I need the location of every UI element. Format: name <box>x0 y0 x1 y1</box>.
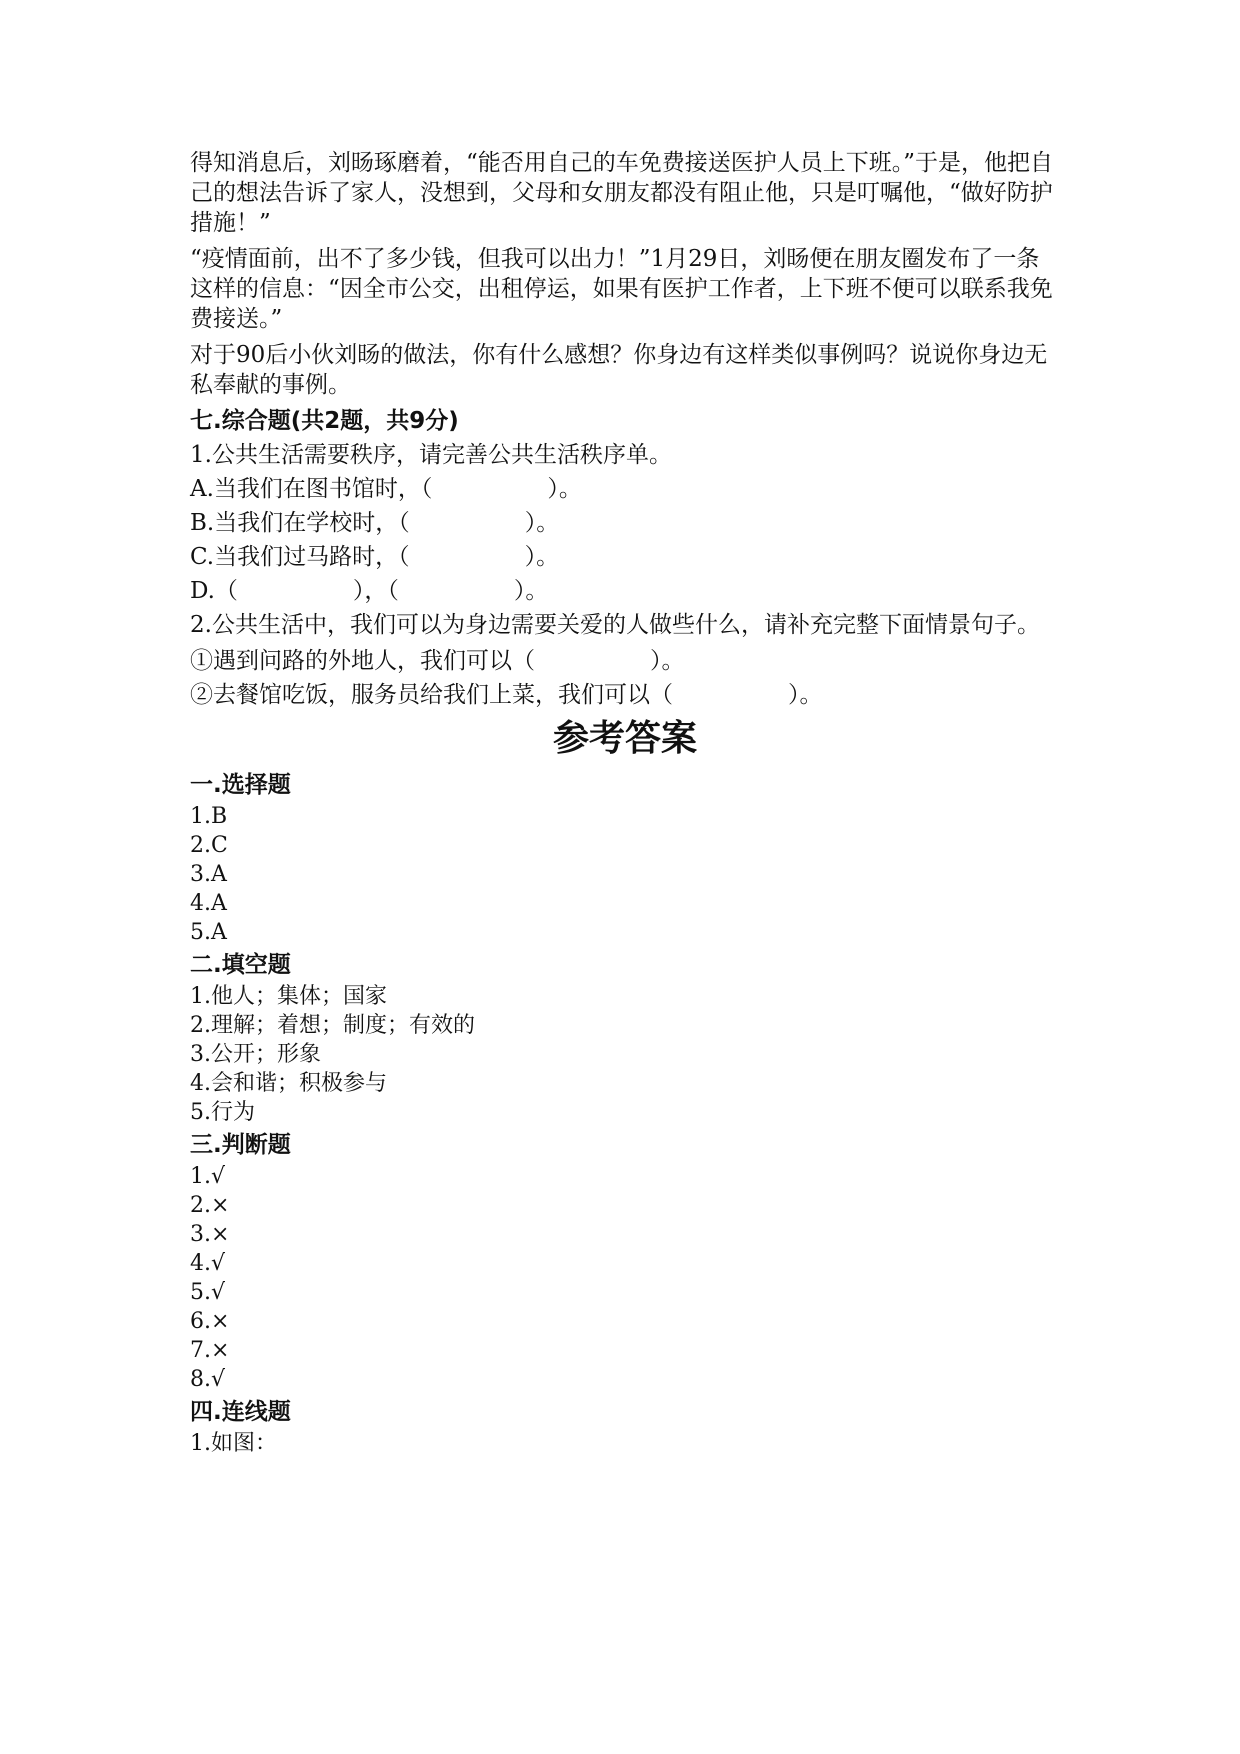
answer-item: 4.会和谐；积极参与 <box>190 1071 387 1096</box>
answer-section-1 <box>190 770 1060 946</box>
answer-item: 1.√ <box>190 1164 226 1189</box>
question-2-scenario-1: ①遇到问路的外地人，我们可以（ ）。 <box>190 648 685 674</box>
question-1: 1.公共生活需要秩序，请完善公共生活秩序单。 <box>190 442 672 468</box>
answer-item: 7.× <box>190 1338 230 1363</box>
answer-item: 5.A <box>190 920 227 945</box>
answer-section-title: 四.连线题 <box>190 1399 291 1425</box>
answers-title: 参考答案 <box>552 718 697 759</box>
answer-section-2 <box>190 950 1060 1126</box>
answer-item: 3.A <box>190 862 227 887</box>
answer-item: 2.理解；着想；制度；有效的 <box>190 1013 475 1038</box>
story-paragraph-2: “疫情面前，出不了多少钱，但我可以出力！”1月29日，刘旸便在朋友圈发布了一条这样的信息：“因全市公交，出租停运，如果有医护工作者，上下班不便可以联系我免费接送。” <box>190 246 1053 332</box>
question-1-item-b: B.当我们在学校时，（ ）。 <box>190 510 560 536</box>
section-7-title: 七.综合题(共2题，共9分) <box>190 408 459 434</box>
answer-item: 2.× <box>190 1193 230 1218</box>
answer-section-3 <box>190 1130 1060 1393</box>
answer-section-title: 三.判断题 <box>190 1132 291 1158</box>
answer-item: 6.× <box>190 1309 230 1334</box>
answer-item: 3.公开；形象 <box>190 1042 321 1067</box>
answer-item: 3.× <box>190 1222 230 1247</box>
question-1-item-c: C.当我们过马路时，（ ）。 <box>190 544 560 570</box>
answer-section-title: 一.选择题 <box>190 772 291 798</box>
answer-item: 5.√ <box>190 1280 226 1305</box>
answer-item: 2.C <box>190 833 228 858</box>
answer-item: 4.A <box>190 891 227 916</box>
answer-item: 1.B <box>190 804 228 829</box>
story-question: 对于90后小伙刘旸的做法，你有什么感想？你身边有这样类似事例吗？说说你身边无私奉献的事例。 <box>190 342 1048 398</box>
story-paragraph-1: 得知消息后，刘旸琢磨着，“能否用自己的车免费接送医护人员上下班。”于是，他把自己的想法告诉了家人，没想到，父母和女朋友都没有阻止他，只是叮嘱他，“做好防护措施！” <box>190 150 1054 236</box>
question-2: 2.公共生活中，我们可以为身边需要关爱的人做些什么，请补充完整下面情景句子。 <box>190 612 1040 638</box>
answer-section-title: 二.填空题 <box>190 952 291 978</box>
question-1-item-a: A.当我们在图书馆时，（ ）。 <box>190 476 582 502</box>
answer-item: 8.√ <box>190 1367 226 1392</box>
document-content <box>190 148 1060 1460</box>
question-1-item-d: D.（ ），（ ）。 <box>190 578 549 604</box>
answer-section-4 <box>190 1397 1060 1457</box>
answer-item: 4.√ <box>190 1251 226 1276</box>
answer-item: 5.行为 <box>190 1100 255 1125</box>
answer-item: 1.他人；集体；国家 <box>190 984 387 1009</box>
answer-item: 1.如图： <box>190 1431 277 1456</box>
question-2-scenario-2: ②去餐馆吃饭，服务员给我们上菜，我们可以（ ）。 <box>190 682 823 708</box>
